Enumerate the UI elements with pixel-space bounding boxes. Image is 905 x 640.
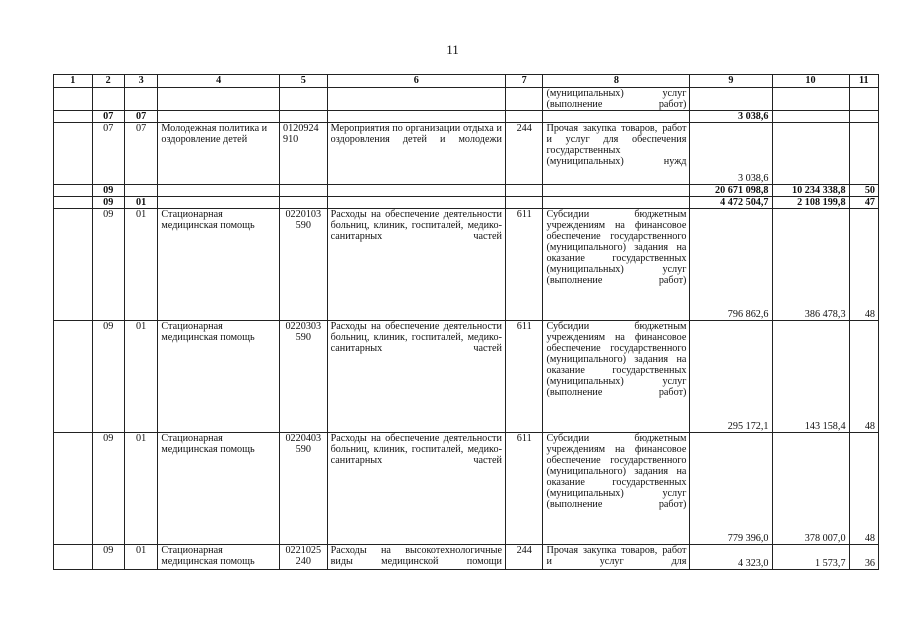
cell-expense-type-name: (муниципальных) услуг (выполнение работ) [543, 88, 690, 111]
cell-plan: 3 038,6 [690, 123, 772, 185]
cell-plan: 4 323,0 [690, 545, 772, 570]
cell-target-article [279, 197, 327, 209]
table-row [54, 123, 879, 185]
cell-subsection-name [158, 185, 280, 197]
header-row [54, 75, 879, 88]
cell-target-article: 0220103590 [279, 209, 327, 321]
cell-col1 [54, 321, 93, 433]
cell-target-article-name: Расходы на высокотехнологичные виды медицинской помощи [327, 545, 505, 570]
table-row [54, 197, 879, 209]
cell-target-article-name [327, 88, 505, 111]
budget-table [53, 74, 879, 570]
col-header-4: 4 [158, 75, 280, 88]
cell-percent [849, 111, 878, 123]
cell-target-article-name: Расходы на обеспечение деятельности больниц, клиник, госпиталей, медико-санитарных частей [327, 433, 505, 545]
cell-fact: 2 108 199,8 [772, 197, 849, 209]
cell-target-article: 0120924910 [279, 123, 327, 185]
cell-plan: 779 396,0 [690, 433, 772, 545]
cell-percent: 48 [849, 433, 878, 545]
cell-col1 [54, 88, 93, 111]
table-row [54, 209, 879, 321]
cell-expense-type: 611 [505, 321, 543, 433]
cell-target-article-name [327, 111, 505, 123]
cell-fact [772, 88, 849, 111]
table-row [54, 545, 879, 570]
table-row [54, 185, 879, 197]
cell-subsection-name: Стационарная медицинская помощь [158, 545, 280, 570]
col-header-1: 1 [54, 75, 93, 88]
cell-section [92, 88, 124, 111]
col-header-5: 5 [279, 75, 327, 88]
table-row [54, 433, 879, 545]
table-row [54, 321, 879, 433]
table-row [54, 111, 879, 123]
cell-plan: 20 671 098,8 [690, 185, 772, 197]
cell-expense-type [505, 197, 543, 209]
cell-target-article-name: Расходы на обеспечение деятельности больниц, клиник, госпиталей, медико-санитарных частей [327, 209, 505, 321]
cell-section: 09 [92, 321, 124, 433]
cell-target-article [279, 88, 327, 111]
cell-fact: 1 573,7 [772, 545, 849, 570]
cell-plan: 3 038,6 [690, 111, 772, 123]
cell-col1 [54, 209, 93, 321]
cell-subsection: 07 [124, 111, 157, 123]
cell-col1 [54, 433, 93, 545]
cell-fact: 378 007,0 [772, 433, 849, 545]
cell-expense-type-name [543, 185, 690, 197]
cell-expense-type: 244 [505, 545, 543, 570]
cell-subsection: 01 [124, 433, 157, 545]
cell-target-article-name: Расходы на обеспечение деятельности больниц, клиник, госпиталей, медико-санитарных частей [327, 321, 505, 433]
cell-expense-type-name: Прочая закупка товаров, работ и услуг для [543, 545, 690, 570]
cell-section: 07 [92, 123, 124, 185]
cell-target-article: 0221025240 [279, 545, 327, 570]
cell-plan: 295 172,1 [690, 321, 772, 433]
cell-target-article-name [327, 197, 505, 209]
cell-section: 09 [92, 197, 124, 209]
cell-subsection: 01 [124, 197, 157, 209]
cell-expense-type-name: Субсидии бюджетным учреждениям на финансовое обеспечение государственного (муниципального) задания на оказание государственных (муниципальных) услуг (выполнение работ) [543, 433, 690, 545]
col-header-2: 2 [92, 75, 124, 88]
col-header-3: 3 [124, 75, 157, 88]
cell-target-article: 0220303590 [279, 321, 327, 433]
cell-section: 07 [92, 111, 124, 123]
cell-percent [849, 123, 878, 185]
cell-section: 09 [92, 433, 124, 545]
cell-expense-type-name [543, 111, 690, 123]
cell-section: 09 [92, 209, 124, 321]
cell-subsection [124, 88, 157, 111]
cell-col1 [54, 111, 93, 123]
cell-subsection-name: Стационарная медицинская помощь [158, 321, 280, 433]
cell-col1 [54, 545, 93, 570]
cell-subsection-name [158, 197, 280, 209]
col-header-11: 11 [849, 75, 878, 88]
col-header-10: 10 [772, 75, 849, 88]
cell-percent: 48 [849, 321, 878, 433]
cell-expense-type: 244 [505, 123, 543, 185]
cell-fact [772, 111, 849, 123]
cell-percent: 48 [849, 209, 878, 321]
cell-subsection [124, 185, 157, 197]
cell-plan: 4 472 504,7 [690, 197, 772, 209]
cell-subsection-name: Стационарная медицинская помощь [158, 209, 280, 321]
cell-target-article [279, 185, 327, 197]
cell-expense-type [505, 111, 543, 123]
cell-section: 09 [92, 545, 124, 570]
cell-target-article: 0220403590 [279, 433, 327, 545]
col-header-7: 7 [505, 75, 543, 88]
col-header-6: 6 [327, 75, 505, 88]
col-header-8: 8 [543, 75, 690, 88]
cell-subsection-name: Молодежная политика и оздоровление детей [158, 123, 280, 185]
cell-fact [772, 123, 849, 185]
cell-expense-type-name: Субсидии бюджетным учреждениям на финансовое обеспечение государственного (муниципального) задания на оказание государственных (муниципальных) услуг (выполнение работ) [543, 321, 690, 433]
cell-expense-type: 611 [505, 433, 543, 545]
cell-col1 [54, 197, 93, 209]
cell-target-article [279, 111, 327, 123]
col-header-9: 9 [690, 75, 772, 88]
cell-subsection: 01 [124, 545, 157, 570]
cell-subsection: 07 [124, 123, 157, 185]
cell-target-article-name [327, 185, 505, 197]
cell-col1 [54, 185, 93, 197]
cell-subsection: 01 [124, 321, 157, 433]
cell-fact: 10 234 338,8 [772, 185, 849, 197]
cell-percent: 50 [849, 185, 878, 197]
cell-percent: 47 [849, 197, 878, 209]
cell-plan [690, 88, 772, 111]
cell-expense-type [505, 88, 543, 111]
cell-percent: 36 [849, 545, 878, 570]
table-row [54, 88, 879, 111]
cell-section: 09 [92, 185, 124, 197]
page-number: 11 [446, 42, 459, 57]
cell-subsection-name [158, 88, 280, 111]
cell-percent [849, 88, 878, 111]
cell-subsection-name [158, 111, 280, 123]
cell-subsection: 01 [124, 209, 157, 321]
cell-fact: 386 478,3 [772, 209, 849, 321]
cell-fact: 143 158,4 [772, 321, 849, 433]
cell-expense-type-name: Прочая закупка товаров, работ и услуг для обеспечения государственных (муниципальных) нужд [543, 123, 690, 185]
cell-plan: 796 862,6 [690, 209, 772, 321]
cell-expense-type: 611 [505, 209, 543, 321]
cell-subsection-name: Стационарная медицинская помощь [158, 433, 280, 545]
cell-target-article-name: Мероприятия по организации отдыха и оздоровления детей и молодежи [327, 123, 505, 185]
cell-expense-type-name: Субсидии бюджетным учреждениям на финансовое обеспечение государственного (муниципального) задания на оказание государственных (муниципальных) услуг (выполнение работ) [543, 209, 690, 321]
cell-col1 [54, 123, 93, 185]
cell-expense-type [505, 185, 543, 197]
cell-expense-type-name [543, 197, 690, 209]
